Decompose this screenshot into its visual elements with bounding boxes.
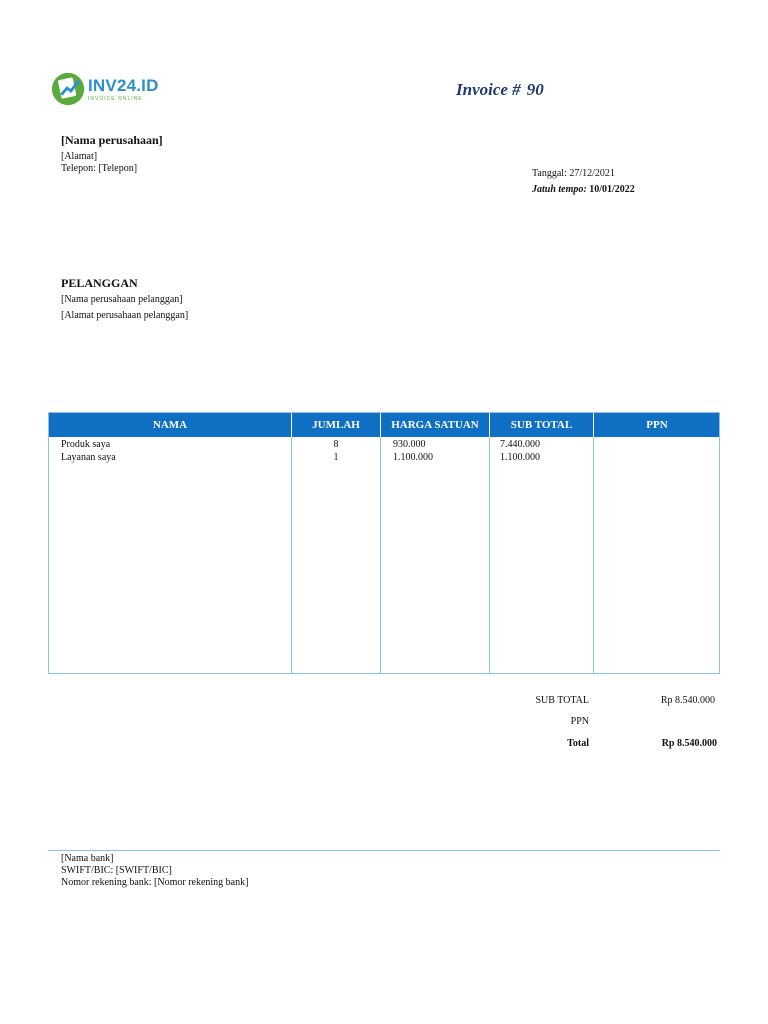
logo-icon	[50, 70, 88, 108]
date-value: 27/12/2021	[569, 168, 615, 179]
header-sub-total: SUB TOTAL	[510, 419, 573, 431]
row1-qty: 8	[333, 439, 339, 450]
bank-account: Nomor rekening bank: [Nomor rekening bank]	[61, 877, 249, 888]
row2-subtotal: 1.100.000	[500, 452, 540, 463]
invoice-label: Invoice #	[456, 80, 521, 99]
column-divider	[380, 437, 381, 673]
row1-name: Produk saya	[61, 439, 111, 450]
customer-address: [Alamat perusahaan pelanggan]	[61, 310, 189, 321]
row2-qty: 1	[333, 452, 339, 463]
subtotal-value: Rp 8.540.000	[660, 695, 715, 706]
due-label: Jatuh tempo:	[532, 184, 587, 195]
company-name: [Nama perusahaan]	[61, 133, 163, 147]
footer-divider	[48, 850, 720, 851]
column-divider	[489, 437, 490, 673]
column-divider	[291, 437, 292, 673]
subtotal-label: SUB TOTAL	[535, 695, 589, 706]
invoice-number: 90	[526, 80, 544, 99]
total-value: Rp 8.540.000	[661, 738, 717, 749]
customer-heading: PELANGGAN	[61, 276, 138, 290]
items-table	[48, 412, 720, 674]
logo-tagline: INVOICE ONLINE	[88, 96, 143, 102]
row2-price: 1.100.000	[393, 452, 433, 463]
row1-price: 930.000	[393, 439, 426, 450]
table-header	[49, 413, 719, 437]
bank-name: [Nama bank]	[61, 853, 114, 864]
column-divider	[593, 437, 594, 673]
due-date	[532, 184, 635, 195]
date-label: Tanggal:	[532, 168, 567, 179]
ppn-label: PPN	[570, 716, 589, 727]
header-ppn: PPN	[646, 419, 668, 431]
bank-swift: SWIFT/BIC: [SWIFT/BIC]	[61, 865, 172, 876]
header-nama: NAMA	[152, 419, 188, 431]
header-jumlah: JUMLAH	[312, 419, 360, 431]
invoice-title	[456, 80, 544, 100]
total-label: Total	[567, 738, 589, 749]
company-address: [Alamat]	[61, 151, 98, 162]
due-value: 10/01/2022	[589, 184, 635, 195]
row1-subtotal: 7.440.000	[500, 439, 540, 450]
customer-name: [Nama perusahaan pelanggan]	[61, 294, 183, 305]
header-harga-satuan: HARGA SATUAN	[391, 419, 479, 431]
row2-name: Layanan saya	[61, 452, 116, 463]
invoice-date	[532, 168, 615, 179]
logo-name: INV24.ID	[88, 76, 159, 95]
company-phone: Telepon: [Telepon]	[61, 163, 138, 174]
